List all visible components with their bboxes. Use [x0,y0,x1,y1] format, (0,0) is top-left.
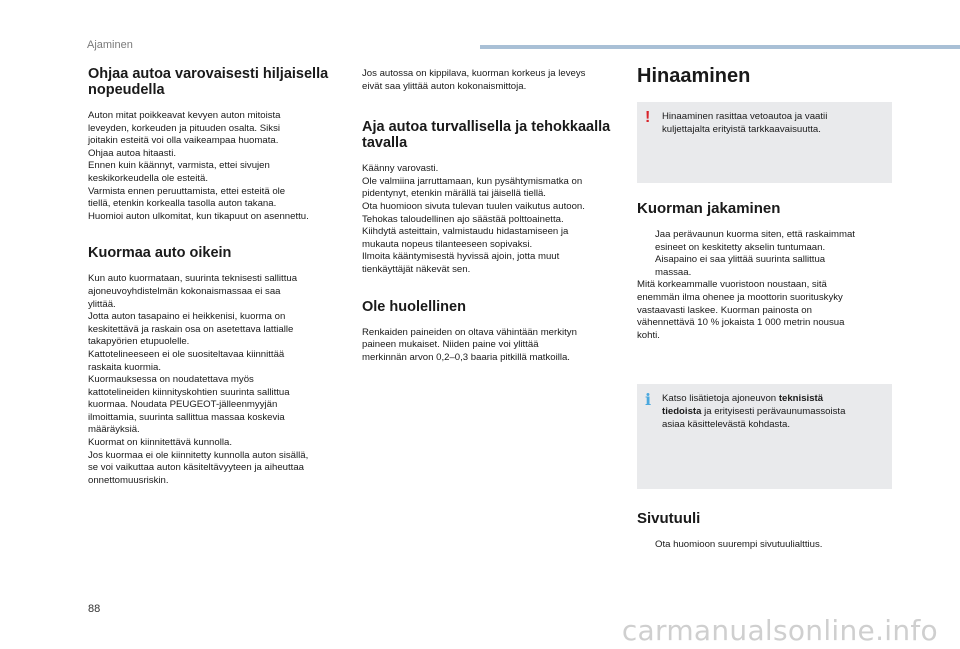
text-line: Kiihdytä asteittain, valmistaudu hidastamiseen ja [362,226,569,238]
text-line: vastaavasti laskee. Kuorman painosta on [637,304,812,316]
text-line: enemmän ilma ohenee ja moottorin suorituskyky [637,291,843,303]
text-line: Ota huomioon sivuta tulevan tuulen vaikutus autoon. [362,200,585,212]
info-icon: i [645,390,652,410]
text-line: Hinaaminen rasittaa vetoautoa ja vaatii [662,111,828,122]
text-line: Auton mitat poikkeavat kevyen auton mitoista [88,110,281,121]
text-line: mukauta nopeus tilanteeseen sopivaksi. [362,238,533,250]
text-line: ajoneuvoyhdistelmän kokonaismassaa ei saa [88,285,281,297]
text-line: Kattotelineeseen ei ole suositeltavaa kiinnittää [88,348,285,360]
text-line: Aisapaino ei saa ylittää suurinta sallittua [655,254,826,266]
heading-load-correctly: Kuormaa auto oikein [88,245,232,262]
info-text [662,393,882,431]
section-title: Ajaminen [87,39,133,51]
text-line: Jaa perävaunun kuorma siten, että raskaimmat [655,229,855,240]
text-line: massaa. [655,266,692,278]
text-line: tienkäyttäjät näkevät sen. [362,263,471,275]
text-line: pidentynyt, etenkin märällä tai jäisellä tiellä. [362,188,546,200]
text-line: keskikorkeudella ole esteitä. [88,172,208,184]
text-line: Ennen kuin käännyt, varmista, ettei sivujen [88,160,270,172]
text-line: Käänny varovasti. [362,163,439,175]
text-line: Ilmoita kääntymisestä hyvissä ajoin, jotta muut [362,251,560,263]
text-line: Kuormat on kiinnitettävä kunnolla. [88,437,232,449]
list-item [637,229,892,279]
text-line: raskaita kuormia. [88,361,162,373]
column-middle [362,68,620,364]
text-line: määräyksiä. [88,424,140,436]
text-line: keskitettävä ja raskain osa on asetettava lattialle [88,323,294,335]
text-line: kuljettajalta erityistä tarkkaavaisuutta. [662,123,821,135]
page-number: 88 [88,603,101,615]
text-line: Ole valmiina jarruttamaan, kun pysähtymismatka on [362,175,583,187]
paragraph-altitude [637,279,892,342]
paragraph-drive-slowly [88,110,353,223]
text-line: ilmoittamia, suurinta sallittua massaa koskevia [88,411,285,423]
text-line: merkinnän arvon 0,2–0,3 baaria pitkillä matkoilla. [362,351,570,363]
warning-text [662,111,882,136]
text-line: leveyden, korkeuden ja pituuden osalta. Siksi [88,122,280,134]
text-line: vähennettävä 10 % jokaista 1 000 metrin nousua [637,317,845,329]
text-line: Ohjaa autoa hitaasti. [88,147,177,159]
text-line: Mitä korkeammalle vuoristoon noustaan, sitä [637,279,827,291]
heading-drive-safely: Aja autoa turvallisella ja tehokkaalla tavalla [362,119,611,152]
text-line: Kun auto kuormataan, suurinta teknisesti sallittua [88,273,298,285]
text-line: Varmista ennen peruuttamista, ettei esteitä ole [88,185,286,197]
text-line: esineet on keskitetty akselin tuntumaan. [655,241,826,253]
text-line: joitakin esteitä voi olla vaikeampaa huomata. [88,135,279,147]
paragraph-be-careful [362,327,620,365]
paragraph-drive-safely [362,163,620,276]
heading-be-careful: Ole huolellinen [362,298,466,315]
text-line: Tehokas taloudellinen ajo säästää polttoainetta. [362,213,564,225]
text-line: se voi vaikuttaa auton käsiteltävyyteen ja aiheuttaa [88,462,304,474]
text-line: Jos autossa on kippilava, kuorman korkeus ja leveys [362,68,586,79]
paragraph-load-correctly [88,273,353,487]
bullet-text [655,229,892,279]
text-line: takapyörien etupuolelle. [88,336,190,348]
text-line: kuormaa. Noudata PEUGEOT-jälleenmyyjän [88,399,278,411]
watermark: carmanualsonline.info [621,614,938,647]
info-text-part: Katso lisätietoja ajoneuvon [662,393,779,405]
text-line: onnettomuusriskin. [88,474,169,486]
text-line: paineen mukaiset. Niiden paine voi ylittää [362,339,539,351]
info-text-part: asiaa käsittelevästä kohdasta. [662,418,790,430]
text-line: Jos kuormaa ei ole kiinnitetty kunnolla auton sisällä, [88,449,309,461]
text-line: kattotelineiden kiinnityskohtien suurinta sallittua [88,386,290,398]
heading-drive-slowly: Ohjaa autoa varovaisesti hiljaisella nopeudella [88,66,329,98]
text-line: tiellä, etenkin korkealla tasolla auton takana. [88,198,277,210]
info-link-text: tiedoista [662,405,702,417]
info-link-text: teknisistä [778,393,824,405]
column-left [88,66,353,487]
info-box [637,384,892,489]
text-line: Renkaiden paineiden on oltava vähintään merkityn [362,326,577,338]
text-line: Kuormauksessa on noudatettava myös [88,374,254,386]
text-line: kohti. [637,329,660,341]
header-rule [480,45,960,49]
text-line: Jotta auton tasapaino ei heikkenisi, kuorma on [88,311,286,323]
bullet-text: Ota huomioon suurempi sivutuulialttius. [655,539,823,551]
text-line: Huomioi auton ulkomitat, kun tikapuut on asennettu. [88,210,309,222]
heading-towing: Hinaaminen [637,65,751,87]
text-line: eivät saa ylittää auton kokonaismittoja. [362,80,527,92]
column-right [637,64,892,552]
paragraph-tipper [362,68,620,93]
list-item [637,539,892,552]
text-line: ylittää. [88,298,116,310]
heading-load-distribution: Kuorman jakaminen [637,200,781,217]
heading-crosswind: Sivutuuli [637,510,701,528]
warning-icon: ! [645,109,651,126]
warning-box [637,102,892,183]
info-text-part: ja erityisesti perävaunumassoista [701,405,846,417]
